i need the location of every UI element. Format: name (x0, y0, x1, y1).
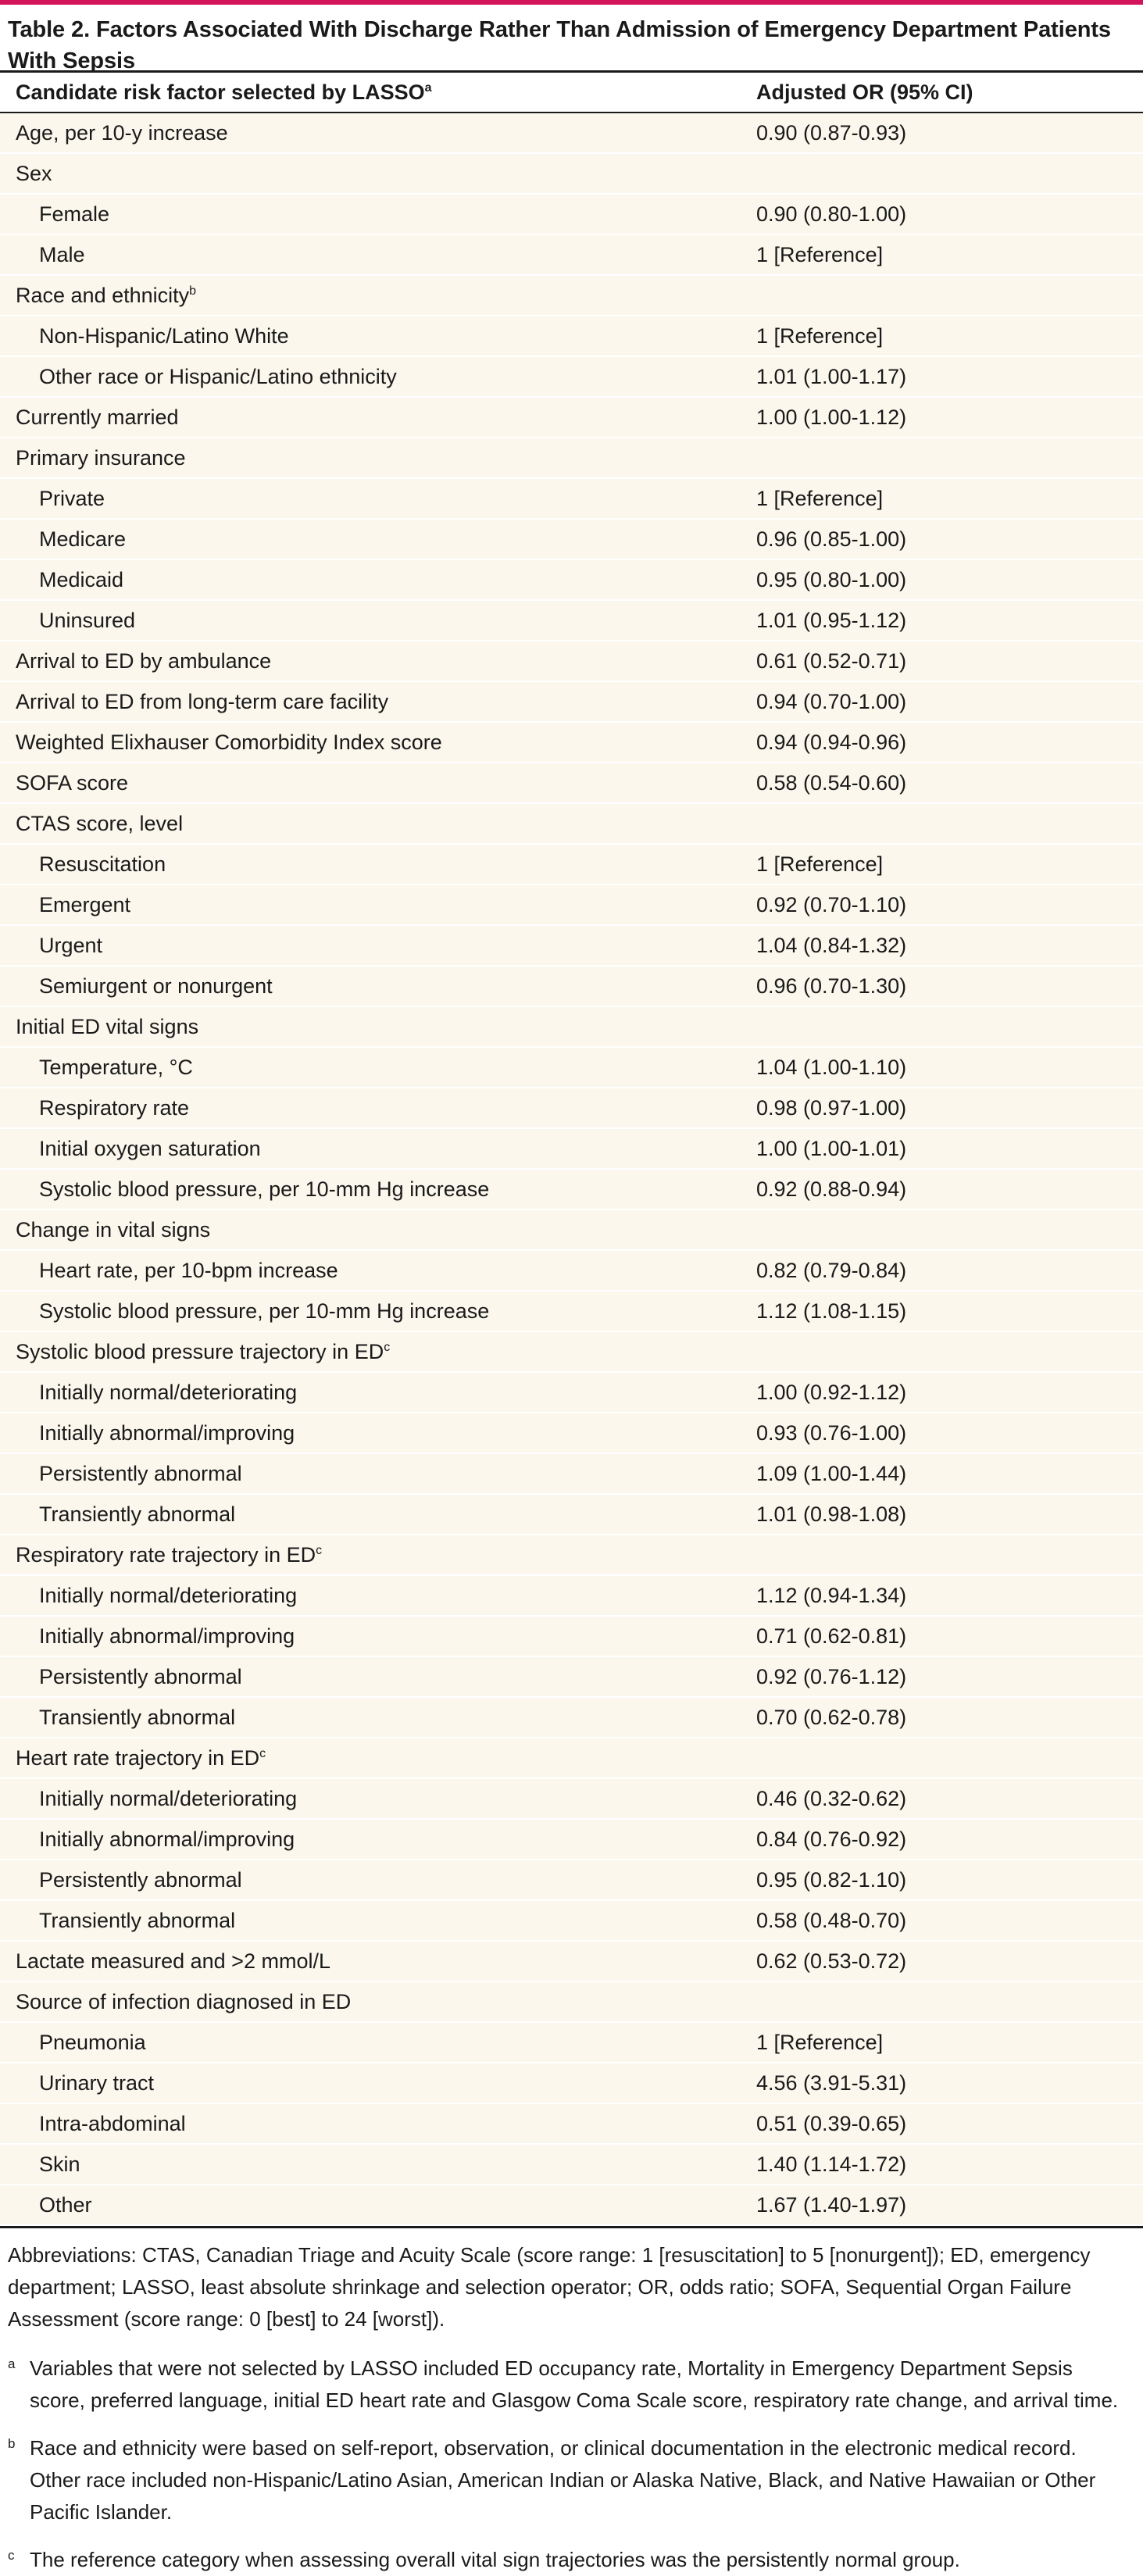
table-row (0, 2144, 1143, 2185)
table-row (0, 1616, 1143, 1656)
table-row (0, 1453, 1143, 1494)
risk-factor-label: Persistently abnormal (39, 1664, 242, 1688)
adjusted-or-cell: 0.96 (0.85-1.00) (756, 519, 1143, 559)
table-row (0, 113, 1143, 153)
adjusted-or-cell: 1 [Reference] (756, 844, 1143, 884)
table-row (0, 1575, 1143, 1616)
adjusted-or-cell: 0.95 (0.82-1.10) (756, 1860, 1143, 1900)
risk-factor-label: Age, per 10-y increase (16, 120, 228, 145)
risk-factor-label: Currently married (16, 405, 179, 429)
footnote (8, 2544, 1130, 2576)
footnote-marker: c (384, 1340, 391, 1354)
adjusted-or-cell: 0.84 (0.76-0.92) (756, 1819, 1143, 1860)
risk-factor-label: Initially normal/deteriorating (39, 1786, 298, 1810)
risk-factor-label: Lactate measured and >2 mmol/L (16, 1949, 330, 1973)
table-row (0, 1535, 1143, 1575)
table-notes (0, 2228, 1143, 2576)
risk-factor-cell (0, 722, 756, 763)
risk-factor-label: Source of infection diagnosed in ED (16, 1989, 352, 2013)
risk-factor-label: Urgent (39, 933, 103, 957)
table-row (0, 275, 1143, 316)
table-row (0, 1372, 1143, 1413)
adjusted-or-cell: 1 [Reference] (756, 2022, 1143, 2063)
adjusted-or-cell: 1.04 (0.84-1.32) (756, 925, 1143, 966)
footnote-marker: c (259, 1746, 266, 1760)
adjusted-or-cell: 0.58 (0.54-0.60) (756, 763, 1143, 803)
table-body (0, 113, 1143, 2225)
risk-factor-cell (0, 559, 756, 600)
risk-factor-cell (0, 113, 756, 153)
table-row (0, 559, 1143, 600)
adjusted-or-cell: 1.00 (1.00-1.12) (756, 397, 1143, 438)
risk-factor-label: Respiratory rate (39, 1095, 190, 1120)
adjusted-or-cell: 0.61 (0.52-0.71) (756, 641, 1143, 681)
risk-factor-label: Weighted Elixhauser Comorbidity Index score (16, 730, 442, 754)
risk-factor-cell (0, 397, 756, 438)
risk-factor-cell (0, 356, 756, 397)
risk-factor-label: Heart rate, per 10-bpm increase (39, 1258, 338, 1282)
risk-factor-cell (0, 1494, 756, 1535)
risk-factor-cell (0, 966, 756, 1006)
risk-factor-label: Semiurgent or nonurgent (39, 974, 273, 998)
table-row (0, 2063, 1143, 2103)
table-row (0, 1778, 1143, 1819)
risk-factor-cell (0, 1453, 756, 1494)
adjusted-or-cell: 1 [Reference] (756, 234, 1143, 275)
risk-factor-label: Other race or Hispanic/Latino ethnicity (39, 364, 397, 388)
adjusted-or-cell: 1.04 (1.00-1.10) (756, 1047, 1143, 1088)
adjusted-or-cell: 4.56 (3.91-5.31) (756, 2063, 1143, 2103)
table-row (0, 681, 1143, 722)
footnotes (8, 2353, 1130, 2576)
risk-factor-label: Race and ethnicity (16, 283, 190, 307)
risk-factor-cell (0, 1535, 756, 1575)
adjusted-or-cell: 1.40 (1.14-1.72) (756, 2144, 1143, 2185)
footnote-text: Race and ethnicity were based on self-report, observation, or clinical documentation in the electronic medical record. Other race included non-Hispanic/Latino Asian, American Indian or Alaska Native, Black, and Native Hawaiian or Other Pacific Islander. (30, 2436, 1096, 2524)
table-row (0, 316, 1143, 356)
risk-factor-cell (0, 2103, 756, 2144)
adjusted-or-cell: 0.96 (0.70-1.30) (756, 966, 1143, 1006)
table-row (0, 641, 1143, 681)
risk-factor-label: Initial oxygen saturation (39, 1136, 261, 1160)
adjusted-or-cell (756, 1738, 1143, 1778)
risk-factor-label: Transiently abnormal (39, 1502, 236, 1526)
table-row (0, 397, 1143, 438)
table-row (0, 1413, 1143, 1453)
risk-factor-cell (0, 925, 756, 966)
risk-factor-cell (0, 234, 756, 275)
table-row (0, 2022, 1143, 2063)
adjusted-or-cell: 0.92 (0.70-1.10) (756, 884, 1143, 925)
adjusted-or-cell: 0.62 (0.53-0.72) (756, 1941, 1143, 1981)
risk-factor-cell (0, 2063, 756, 2103)
risk-factor-label: Male (39, 242, 85, 266)
table-row (0, 1169, 1143, 1209)
risk-factor-label: Temperature, °C (39, 1055, 193, 1079)
risk-factor-cell (0, 1291, 756, 1331)
risk-factor-label: Systolic blood pressure, per 10-mm Hg increase (39, 1299, 490, 1323)
risk-factor-cell (0, 275, 756, 316)
risk-factor-cell (0, 600, 756, 641)
risk-factor-label: Initially normal/deteriorating (39, 1583, 298, 1607)
risk-factor-cell (0, 2185, 756, 2225)
risk-factor-cell (0, 763, 756, 803)
risk-factor-cell (0, 438, 756, 478)
table-row (0, 1697, 1143, 1738)
risk-factor-label: Systolic blood pressure, per 10-mm Hg increase (39, 1177, 490, 1201)
risk-factor-label: Persistently abnormal (39, 1461, 242, 1485)
risk-factor-cell (0, 1169, 756, 1209)
risk-factor-cell (0, 1250, 756, 1291)
adjusted-or-cell: 0.71 (0.62-0.81) (756, 1616, 1143, 1656)
table-row (0, 1900, 1143, 1941)
risk-factor-cell (0, 1941, 756, 1981)
table-row (0, 1250, 1143, 1291)
footnote-mark: b (8, 2436, 16, 2451)
adjusted-or-cell: 1.12 (0.94-1.34) (756, 1575, 1143, 1616)
risk-factor-label: Resuscitation (39, 852, 166, 876)
footnote-marker: b (189, 284, 197, 298)
header-row (0, 73, 1143, 113)
adjusted-or-cell: 0.70 (0.62-0.78) (756, 1697, 1143, 1738)
table-row (0, 925, 1143, 966)
adjusted-or-cell: 1.12 (1.08-1.15) (756, 1291, 1143, 1331)
adjusted-or-cell: 0.94 (0.70-1.00) (756, 681, 1143, 722)
risk-factor-cell (0, 2022, 756, 2063)
risk-factor-label: Change in vital signs (16, 1217, 211, 1242)
header-risk-factor (0, 73, 756, 113)
table-row (0, 1860, 1143, 1900)
risk-factor-cell (0, 681, 756, 722)
risk-factor-label: Initially normal/deteriorating (39, 1380, 298, 1404)
table-row (0, 1006, 1143, 1047)
adjusted-or-cell: 0.92 (0.88-0.94) (756, 1169, 1143, 1209)
risk-factor-label: SOFA score (16, 770, 129, 795)
risk-factor-cell (0, 478, 756, 519)
table-row (0, 1941, 1143, 1981)
adjusted-or-cell: 0.51 (0.39-0.65) (756, 2103, 1143, 2144)
footnote-mark: c (8, 2548, 15, 2563)
risk-factor-cell (0, 1088, 756, 1128)
footnote-text: The reference category when assessing overall vital sign trajectories was the persistently normal group. (30, 2548, 960, 2571)
risk-factor-cell (0, 1819, 756, 1860)
risk-factor-cell (0, 1006, 756, 1047)
table-row (0, 194, 1143, 234)
risk-factor-cell (0, 1860, 756, 1900)
table-row (0, 803, 1143, 844)
adjusted-or-cell: 0.90 (0.80-1.00) (756, 194, 1143, 234)
adjusted-or-cell (756, 153, 1143, 194)
risk-factor-cell (0, 1656, 756, 1697)
table-row (0, 763, 1143, 803)
adjusted-or-cell: 0.82 (0.79-0.84) (756, 1250, 1143, 1291)
risk-factor-label: Heart rate trajectory in ED (16, 1745, 260, 1770)
adjusted-or-cell: 0.93 (0.76-1.00) (756, 1413, 1143, 1453)
adjusted-or-cell (756, 803, 1143, 844)
risk-factor-cell (0, 1697, 756, 1738)
adjusted-or-cell: 1.01 (0.98-1.08) (756, 1494, 1143, 1535)
adjusted-or-cell: 1 [Reference] (756, 478, 1143, 519)
risk-factor-label: Private (39, 486, 105, 510)
risk-factor-cell (0, 1372, 756, 1413)
adjusted-or-cell: 0.90 (0.87-0.93) (756, 113, 1143, 153)
table-row (0, 966, 1143, 1006)
adjusted-or-cell: 0.92 (0.76-1.12) (756, 1656, 1143, 1697)
table-row (0, 1088, 1143, 1128)
table-row (0, 1331, 1143, 1372)
table-row (0, 438, 1143, 478)
adjusted-or-cell: 1.00 (0.92-1.12) (756, 1372, 1143, 1413)
risk-factor-label: Medicaid (39, 567, 124, 591)
header-risk-factor-label: Candidate risk factor selected by LASSO (16, 80, 425, 104)
risk-factor-cell (0, 2144, 756, 2185)
risk-factor-cell (0, 1128, 756, 1169)
table-row (0, 1209, 1143, 1250)
risk-factor-label: Initially abnormal/improving (39, 1420, 295, 1445)
risk-factor-label: Respiratory rate trajectory in ED (16, 1542, 316, 1567)
risk-factor-cell (0, 1616, 756, 1656)
risk-factor-cell (0, 884, 756, 925)
risk-factor-label: Medicare (39, 527, 127, 551)
adjusted-or-cell (756, 1331, 1143, 1372)
table-row (0, 153, 1143, 194)
table-row (0, 1738, 1143, 1778)
adjusted-or-cell: 1.00 (1.00-1.01) (756, 1128, 1143, 1169)
adjusted-or-cell (756, 275, 1143, 316)
risk-factor-label: Skin (39, 2152, 80, 2176)
risk-factor-cell (0, 803, 756, 844)
table-row (0, 1128, 1143, 1169)
table-row (0, 2103, 1143, 2144)
risk-factor-cell (0, 1575, 756, 1616)
risk-factor-label: Pneumonia (39, 2030, 146, 2054)
risk-factor-label: Transiently abnormal (39, 1908, 236, 1932)
table-row (0, 844, 1143, 884)
risk-factor-cell (0, 1981, 756, 2022)
footnote-mark: a (8, 2356, 16, 2371)
risk-factor-cell (0, 1331, 756, 1372)
risk-factor-cell (0, 1209, 756, 1250)
table-row (0, 478, 1143, 519)
adjusted-or-cell: 0.58 (0.48-0.70) (756, 1900, 1143, 1941)
adjusted-or-cell (756, 1006, 1143, 1047)
risk-factor-label: Urinary tract (39, 2070, 155, 2095)
risk-factor-cell (0, 1900, 756, 1941)
risk-factor-label: Sex (16, 161, 52, 185)
risk-factor-cell (0, 1047, 756, 1088)
table-row (0, 600, 1143, 641)
risk-factor-label: Initially abnormal/improving (39, 1624, 295, 1648)
adjusted-or-cell (756, 1209, 1143, 1250)
risk-factor-cell (0, 519, 756, 559)
table-row (0, 1981, 1143, 2022)
risk-factor-label: Arrival to ED by ambulance (16, 648, 272, 673)
risk-factor-cell (0, 194, 756, 234)
risk-factor-label: Persistently abnormal (39, 1867, 242, 1892)
adjusted-or-cell: 1.01 (0.95-1.12) (756, 600, 1143, 641)
table-row (0, 519, 1143, 559)
table-row (0, 1819, 1143, 1860)
risk-factor-label: Female (39, 202, 110, 226)
adjusted-or-cell: 1.01 (1.00-1.17) (756, 356, 1143, 397)
footnote (8, 2353, 1130, 2417)
footnote-marker: c (316, 1543, 323, 1557)
risk-factor-cell (0, 316, 756, 356)
risk-factor-label: CTAS score, level (16, 811, 184, 835)
risk-factor-label: Uninsured (39, 608, 136, 632)
table-row (0, 1291, 1143, 1331)
adjusted-or-cell: 1.67 (1.40-1.97) (756, 2185, 1143, 2225)
adjusted-or-cell: 0.98 (0.97-1.00) (756, 1088, 1143, 1128)
table-row (0, 356, 1143, 397)
table-title: Table 2. Factors Associated With Discharge Rather Than Admission of Emergency Department Patients With Sepsis (8, 17, 1111, 73)
footnote-text: Variables that were not selected by LASSO included ED occupancy rate, Mortality in Emergency Department Sepsis score, preferred language, initial ED heart rate and Glasgow Coma Scale score, respiratory rate change, and arrival time. (30, 2356, 1119, 2412)
risk-factor-label: Transiently abnormal (39, 1705, 236, 1729)
table-row (0, 1656, 1143, 1697)
risk-factor-label: Primary insurance (16, 445, 186, 470)
table-row (0, 1494, 1143, 1535)
adjusted-or-cell (756, 1981, 1143, 2022)
adjusted-or-cell: 1 [Reference] (756, 316, 1143, 356)
table-row (0, 884, 1143, 925)
table-row (0, 234, 1143, 275)
adjusted-or-cell (756, 438, 1143, 478)
risk-factor-label: Intra-abdominal (39, 2111, 186, 2135)
risk-factor-label: Emergent (39, 892, 131, 916)
adjusted-or-cell (756, 1535, 1143, 1575)
adjusted-or-cell: 0.94 (0.94-0.96) (756, 722, 1143, 763)
table-row (0, 2185, 1143, 2225)
risk-factor-label: Arrival to ED from long-term care facility (16, 689, 389, 713)
table-row (0, 1047, 1143, 1088)
adjusted-or-cell: 1.09 (1.00-1.44) (756, 1453, 1143, 1494)
risk-factor-cell (0, 153, 756, 194)
risk-factor-cell (0, 844, 756, 884)
risk-factor-label: Systolic blood pressure trajectory in ED (16, 1339, 384, 1363)
risk-factor-label: Initial ED vital signs (16, 1014, 199, 1038)
risk-factor-label: Non-Hispanic/Latino White (39, 323, 289, 348)
adjusted-or-cell: 0.46 (0.32-0.62) (756, 1778, 1143, 1819)
risk-factor-label: Initially abnormal/improving (39, 1827, 295, 1851)
footnote-marker: a (424, 80, 432, 95)
risk-factor-cell (0, 641, 756, 681)
table-row (0, 722, 1143, 763)
data-table (0, 73, 1143, 2226)
risk-factor-label: Other (39, 2192, 92, 2217)
risk-factor-cell (0, 1738, 756, 1778)
header-adjusted-or: Adjusted OR (95% CI) (756, 73, 1143, 113)
adjusted-or-cell: 0.95 (0.80-1.00) (756, 559, 1143, 600)
risk-factor-cell (0, 1413, 756, 1453)
abbreviations-note: Abbreviations: CTAS, Canadian Triage and Acuity Scale (score range: 1 [resuscitation] to 5 [nonurgent]); ED, emergency department; LASSO, least absolute shrinkage and selection operator; OR, odds ratio; SOFA, Sequential Organ Failure Assessment (score range: 0 [best] to 24 [worst]). (8, 2243, 1091, 2331)
risk-factor-cell (0, 1778, 756, 1819)
